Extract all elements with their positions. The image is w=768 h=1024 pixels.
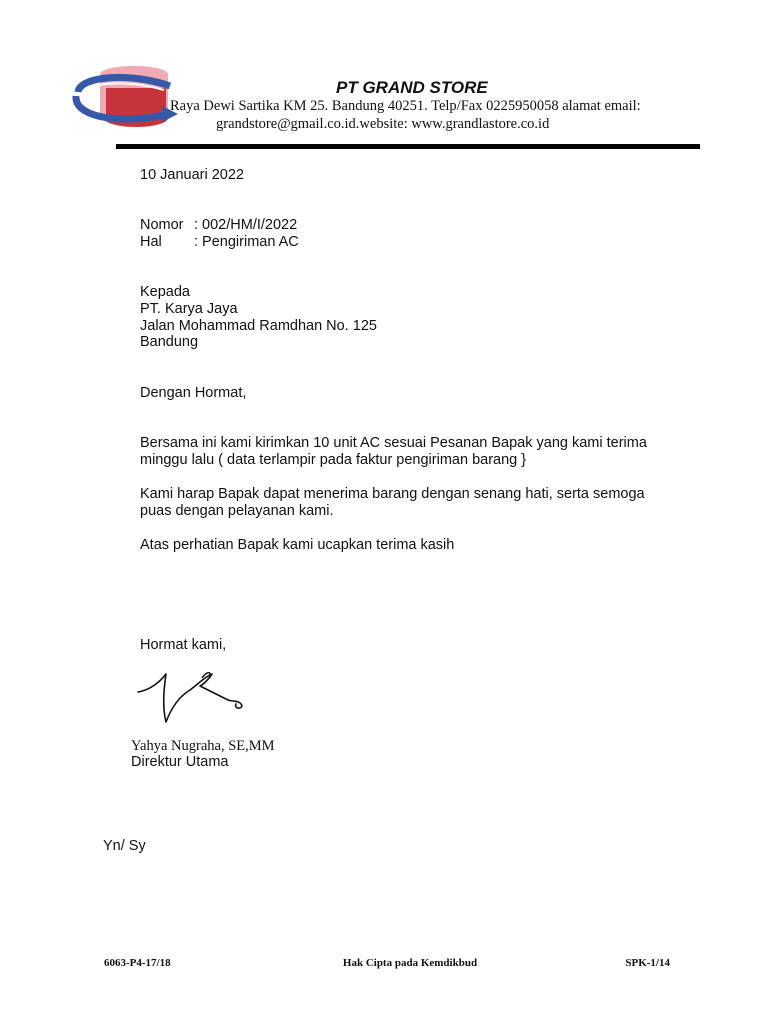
nomor-label: Nomor bbox=[140, 217, 184, 233]
paragraph-1-line: minggu lalu ( data terlampir pada faktur pengiriman barang } bbox=[140, 452, 527, 468]
company-address-line-1: Raya Dewi Sartika KM 25. Bandung 40251. Telp/Fax 0225950058 alamat email: bbox=[170, 98, 641, 114]
paragraph-3: Atas perhatian Bapak kami ucapkan terima kasih bbox=[140, 537, 455, 553]
paragraph-2-line: Kami harap Bapak dapat menerima barang dengan senang hati, serta semoga bbox=[140, 486, 645, 502]
store-logo-icon bbox=[70, 62, 182, 134]
salutation: Dengan Hormat, bbox=[140, 385, 247, 401]
recipient-line: Kepada bbox=[140, 284, 190, 300]
footer-copyright: Hak Cipta pada Kemdikbud bbox=[342, 957, 478, 969]
initials: Yn/ Sy bbox=[103, 838, 146, 854]
company-address-line-2: grandstore@gmail.co.id.website: www.grandlastore.co.id bbox=[216, 116, 550, 132]
header-divider bbox=[116, 144, 700, 149]
nomor-row bbox=[140, 217, 297, 233]
recipient-line: PT. Karya Jaya bbox=[140, 301, 238, 317]
nomor-value: : 002/HM/I/2022 bbox=[194, 217, 298, 233]
recipient-line: Bandung bbox=[140, 334, 199, 350]
signature-image bbox=[136, 666, 248, 726]
hal-row bbox=[140, 234, 299, 250]
signer-name: Yahya Nugraha, SE,MM bbox=[131, 738, 275, 754]
signer-title: Direktur Utama bbox=[131, 754, 229, 770]
paragraph-1-line: Bersama ini kami kirimkan 10 unit AC sesuai Pesanan Bapak yang kami terima bbox=[140, 435, 647, 451]
hal-label: Hal bbox=[140, 234, 162, 250]
footer-code: 6063-P4-17/18 bbox=[104, 957, 171, 969]
paragraph-2-line: puas dengan pelayanan kami. bbox=[140, 503, 334, 519]
company-name: PT GRAND STORE bbox=[336, 78, 488, 97]
recipient-line: Jalan Mohammad Ramdhan No. 125 bbox=[140, 318, 377, 334]
closing: Hormat kami, bbox=[140, 637, 227, 653]
page-footer bbox=[104, 957, 670, 969]
letter-date: 10 Januari 2022 bbox=[140, 167, 244, 183]
hal-value: : Pengiriman AC bbox=[194, 234, 299, 250]
footer-page-ref: SPK-1/14 bbox=[625, 957, 670, 969]
